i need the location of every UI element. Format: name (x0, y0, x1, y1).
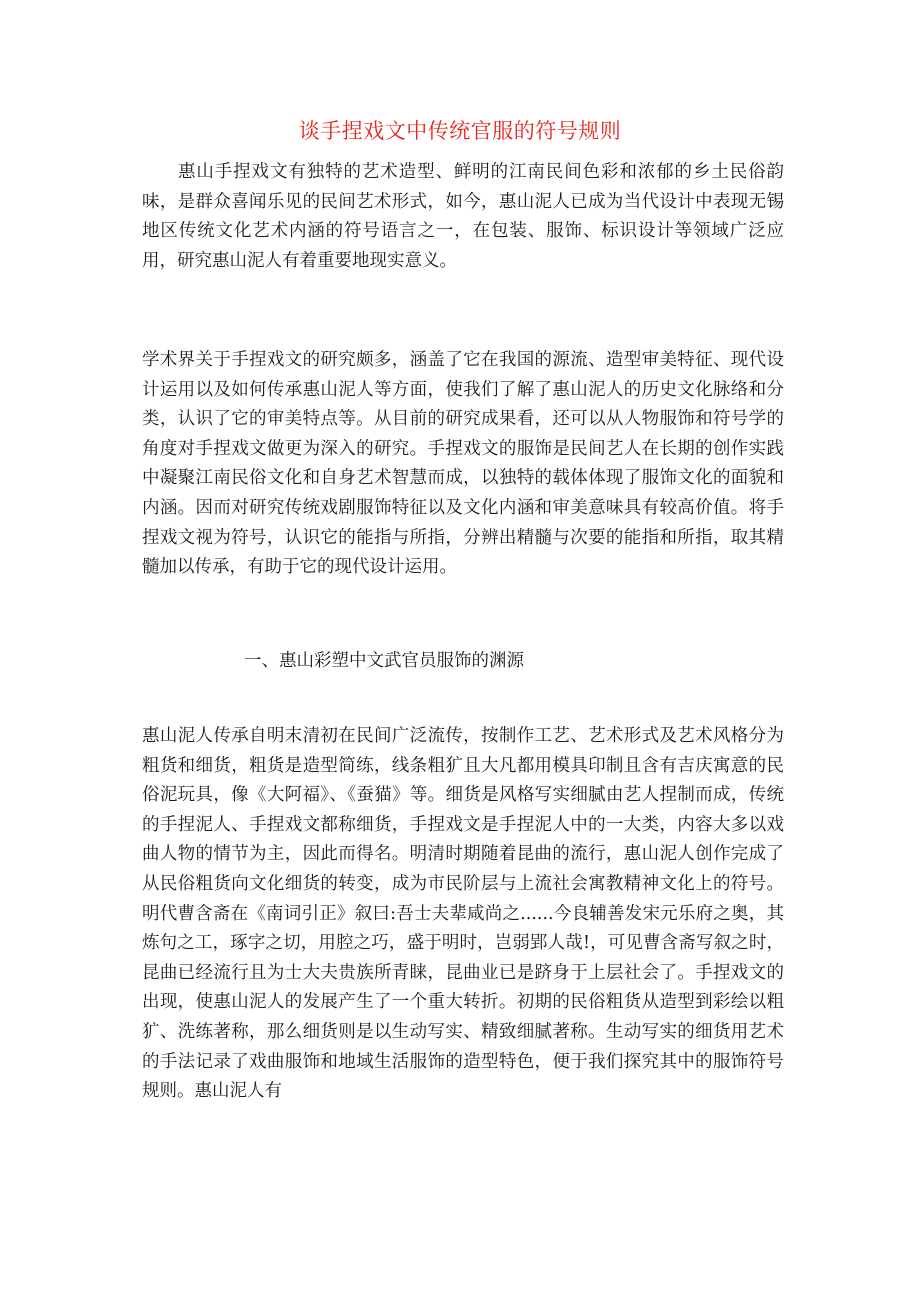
research-paragraph: 学术界关于手捏戏文的研究颇多，涵盖了它在我国的源流、造型审美特征、现代设计运用以及如何传承惠山泥人等方面，使我们了解了惠山泥人的历史文化脉络和分类，认识了它的审美特点等。从目前的研究成果看，还可以从人物服饰和符号学的角度对手捏戏文做更为深入的研究。手捏戏文的服饰是民间艺人在长期的创作实践中凝聚江南民俗文化和自身艺术智慧而成，以独特的载体体现了服饰文化的面貌和内涵。因而对研究传统戏剧服饰特征以及文化内涵和审美意味具有较高价值。将手捏戏文视为符号，认识它的能指与所指，分辨出精髓与次要的能指和所指，取其精髓加以传承，有助于它的现代设计运用。 (142, 350, 784, 578)
section-heading: 一、惠山彩塑中文武官员服饰的渊源 (244, 651, 524, 671)
document-title: 谈手捏戏文中传统官服的符号规则 (298, 119, 622, 143)
intro-paragraph: 惠山手捏戏文有独特的艺术造型、鲜明的江南民间色彩和浓郁的乡土民俗韵味，是群众喜闻乐见的民间艺术形式，如今，惠山泥人已成为当代设计中表现无锡地区传统文化艺术内涵的符号语言之一，在包装、服饰、标识设计等领域广泛应用，研究惠山泥人有着重要地现实意义。 (142, 162, 784, 271)
section-body-paragraph: 惠山泥人传承自明末清初在民间广泛流传，按制作工艺、艺术形式及艺术风格分为粗货和细货，粗货是造型简练，线条粗犷且大凡都用模具印制且含有吉庆寓意的民俗泥玩具，像《大阿福》、《蚕猫》等。细货是风格写实细腻由艺人捏制而成，传统的手捏泥人、手捏戏文都称细货，手捏戏文是手捏泥人中的一大类，内容大多以戏曲人物的情节为主，因此而得名。明清时期随着昆曲的流行，惠山泥人创作完成了从民俗粗货向文化细货的转变，成为市民阶层与上流社会寓教精神文化上的符号。明代曹含斋在《南词引正》叙曰:吾士夫辈咸尚之......今良辅善发宋元乐府之奥，其炼句之工，琢字之切，用腔之巧，盛于明时，岂弱郢人哉!，可见曹含斋写叙之时，昆曲已经流行且为士大夫贵族所青睐，昆曲业已是跻身于上层社会了。手捏戏文的出现，使惠山泥人的发展产生了一个重大转折。初期的民俗粗货从造型到彩绘以粗犷、洗练著称，那么细货则是以生动写实、精致细腻著称。生动写实的细货用艺术的手法记录了戏曲服饰和地域生活服饰的造型特色，便于我们探究其中的服饰符号规则。惠山泥人有 (142, 726, 784, 1102)
